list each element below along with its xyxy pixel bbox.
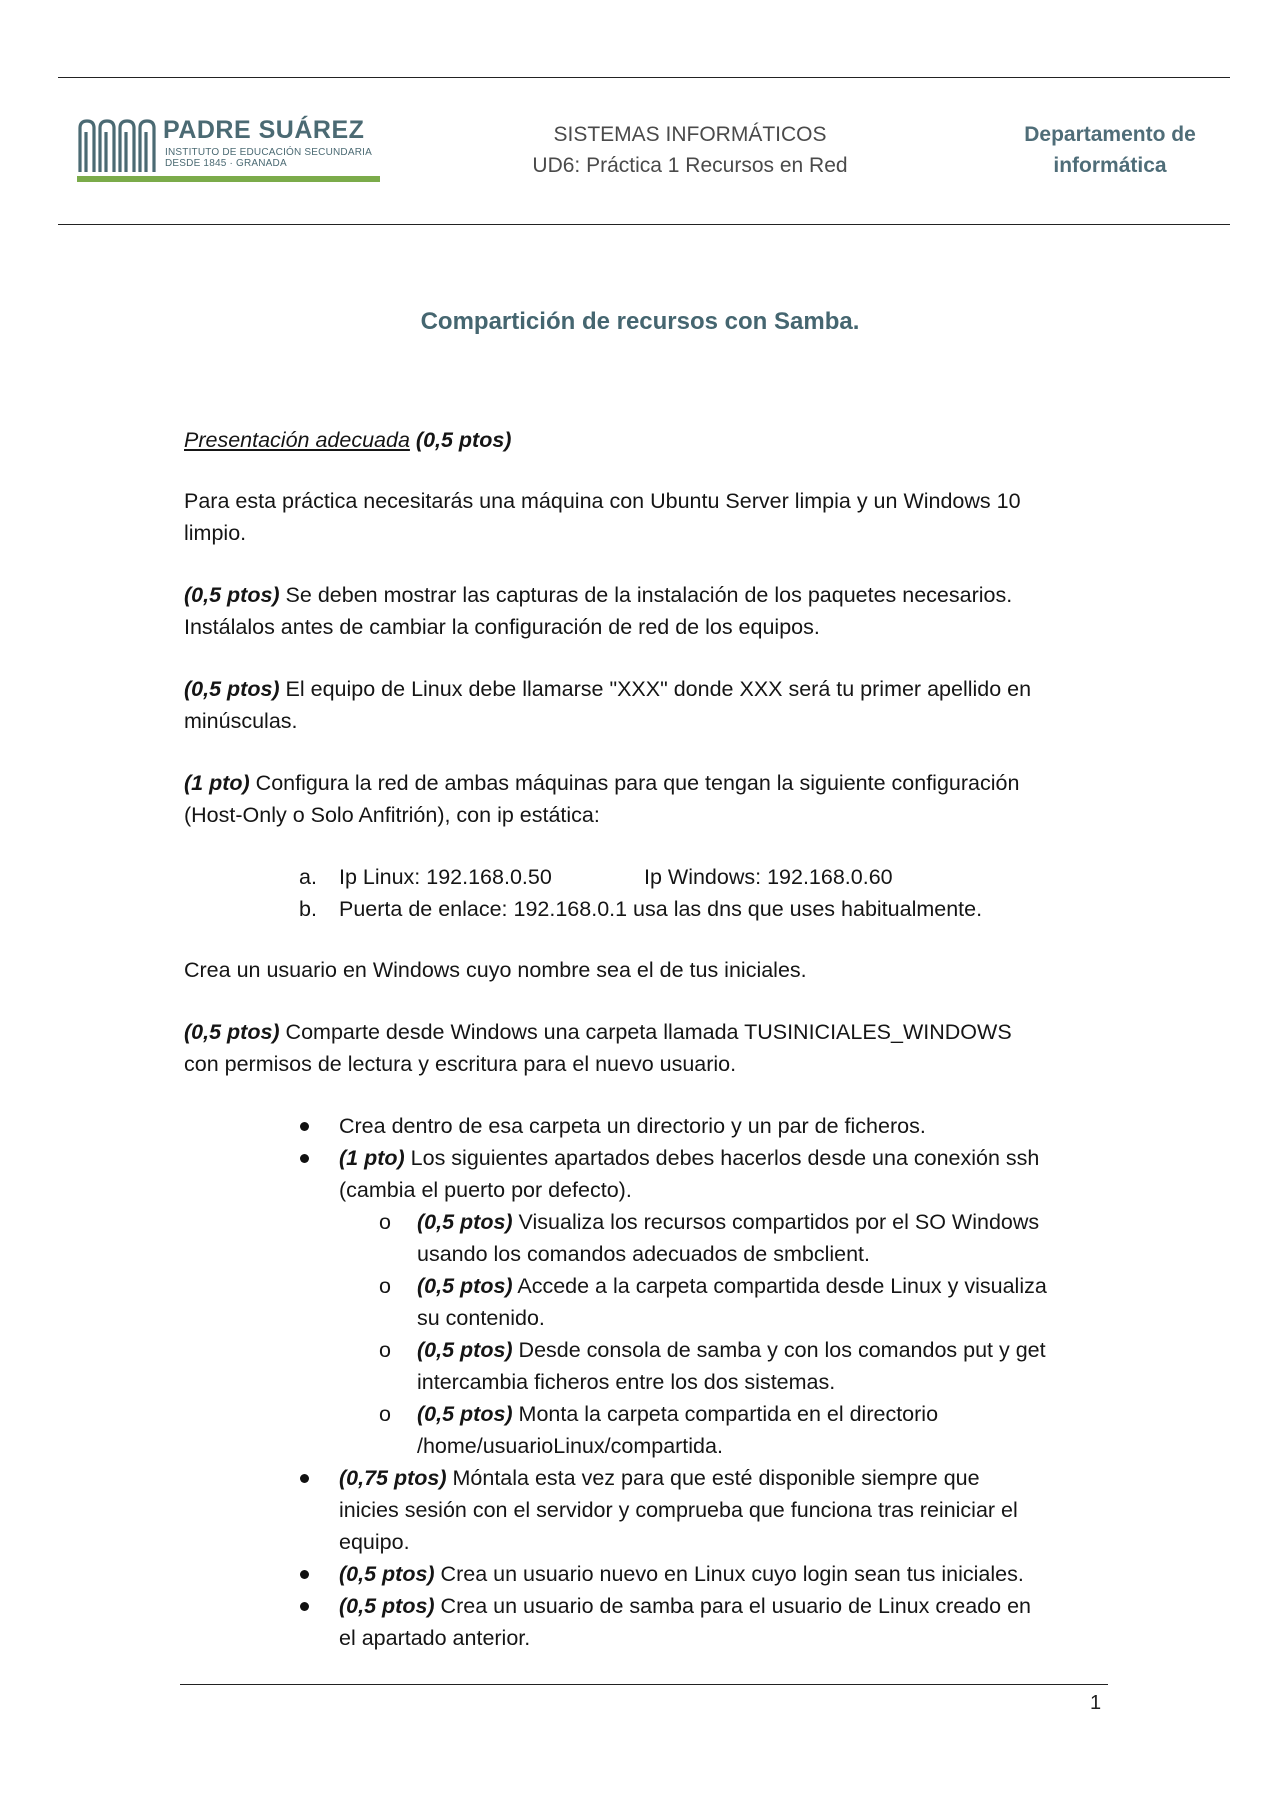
sub-marker-4: o <box>379 1402 391 1426</box>
packages-text-1: Se deben mostrar las capturas de la instalación de los paquetes necesarios. <box>279 583 1013 607</box>
header-subject: SISTEMAS INFORMÁTICOS <box>553 123 827 146</box>
logo-subtitle-2: DESDE 1845 · GRANADA <box>165 158 287 169</box>
presentation-line <box>184 424 511 456</box>
document-title: Compartición de recursos con Samba. <box>420 308 860 335</box>
header-unit: UD6: Práctica 1 Recursos en Red <box>532 154 848 177</box>
task-samba-user-text-1: Crea un usuario de samba para el usuario de Linux creado en <box>434 1594 1031 1618</box>
subtask-mount-line-1 <box>417 1398 938 1430</box>
bullet-icon <box>300 1570 309 1579</box>
hostname-points: (0,5 ptos) <box>184 677 280 701</box>
task-automount-line-1 <box>339 1462 980 1494</box>
task-samba-user-points: (0,5 ptos) <box>339 1594 435 1618</box>
network-line-2: (Host-Only o Solo Anfitrión), con ip estática: <box>184 803 600 827</box>
network-points: (1 pto) <box>184 771 250 795</box>
subtask-smbclient-text-1: Visualiza los recursos compartidos por el SO Windows <box>512 1210 1040 1234</box>
task-ssh-line-1 <box>339 1142 1039 1174</box>
intro-line-1: Para esta práctica necesitarás una máquina con Ubuntu Server limpia y un Windows 10 <box>184 489 1021 513</box>
subtask-access-text-1: Accede a la carpeta compartida desde Linux y visualiza <box>512 1274 1047 1298</box>
share-points: (0,5 ptos) <box>184 1020 280 1044</box>
subtask-putget-points: (0,5 ptos) <box>417 1338 513 1362</box>
subtask-access-line-2: su contenido. <box>417 1306 545 1330</box>
header-department-1: Departamento de <box>1024 123 1196 146</box>
network-item-windows-ip: Ip Windows: 192.168.0.60 <box>644 865 893 889</box>
packages-line-2: Instálalos antes de cambiar la configuración de red de los equipos. <box>184 615 820 639</box>
packages-points: (0,5 ptos) <box>184 583 280 607</box>
page-number: 1 <box>1090 1692 1102 1714</box>
share-line-2: con permisos de lectura y escritura para el nuevo usuario. <box>184 1052 737 1076</box>
task-samba-user-line-2: el apartado anterior. <box>339 1626 531 1650</box>
hostname-text-1: El equipo de Linux debe llamarse "XXX" donde XXX será tu primer apellido en <box>279 677 1032 701</box>
task-ssh-points: (1 pto) <box>339 1146 405 1170</box>
subtask-mount-points: (0,5 ptos) <box>417 1402 513 1426</box>
task-linux-user-text: Crea un usuario nuevo en Linux cuyo login sean tus iniciales. <box>434 1562 1024 1586</box>
task-automount-line-2: inicies sesión con el servidor y comprueba que funciona tras reiniciar el <box>339 1498 1018 1522</box>
subtask-access-points: (0,5 ptos) <box>417 1274 513 1298</box>
sub-marker-1: o <box>379 1210 391 1234</box>
presentation-points: (0,5 ptos) <box>415 428 512 452</box>
network-item-gateway: Puerta de enlace: 192.168.0.1 usa las dns que uses habitualmente. <box>339 897 983 921</box>
subtask-smbclient-line-2: usando los comandos adecuados de smbclient. <box>417 1242 870 1266</box>
task-linux-user-points: (0,5 ptos) <box>339 1562 435 1586</box>
share-line-1 <box>184 1016 1012 1048</box>
footer-rule <box>180 1684 1108 1685</box>
intro-line-2: limpio. <box>184 521 247 545</box>
task-ssh-text-1: Los siguientes apartados debes hacerlos desde una conexión ssh <box>404 1146 1040 1170</box>
bullet-icon <box>300 1602 309 1611</box>
logo-subtitle-1: INSTITUTO DE EDUCACIÓN SECUNDARIA <box>165 147 372 158</box>
list-marker-a: a. <box>299 865 317 889</box>
presentation-label: Presentación adecuada <box>184 428 410 452</box>
header-department-2: informática <box>1053 154 1167 177</box>
subtask-access-line-1 <box>417 1270 1047 1302</box>
task-automount-points: (0,75 ptos) <box>339 1466 447 1490</box>
windows-user-line: Crea un usuario en Windows cuyo nombre sea el de tus iniciales. <box>184 958 807 982</box>
task-samba-user-line-1 <box>339 1590 1031 1622</box>
sub-marker-2: o <box>379 1274 391 1298</box>
school-logo <box>77 114 382 184</box>
task-create-files: Crea dentro de esa carpeta un directorio y un par de ficheros. <box>339 1114 926 1138</box>
subtask-smbclient-line-1 <box>417 1206 1039 1238</box>
hostname-line-1 <box>184 673 1031 705</box>
subtask-mount-text-1: Monta la carpeta compartida en el directorio <box>512 1402 939 1426</box>
columns-logo-icon <box>77 118 157 174</box>
bullet-icon <box>300 1122 309 1131</box>
logo-accent-bar <box>77 176 380 182</box>
list-marker-b: b. <box>299 897 317 921</box>
task-automount-text-1: Móntala esta vez para que esté disponible siempre que <box>446 1466 980 1490</box>
task-ssh-line-2: (cambia el puerto por defecto). <box>339 1178 632 1202</box>
bullet-icon <box>300 1154 309 1163</box>
subtask-putget-line-2: intercambia ficheros entre los dos sistemas. <box>417 1370 836 1394</box>
task-linux-user-line <box>339 1558 1024 1590</box>
network-text-1: Configura la red de ambas máquinas para que tengan la siguiente configuración <box>249 771 1020 795</box>
share-text-1: Comparte desde Windows una carpeta llamada TUSINICIALES_WINDOWS <box>279 1020 1012 1044</box>
network-line-1 <box>184 767 1019 799</box>
subtask-smbclient-points: (0,5 ptos) <box>417 1210 513 1234</box>
packages-line-1 <box>184 579 1012 611</box>
sub-marker-3: o <box>379 1338 391 1362</box>
subtask-putget-line-1 <box>417 1334 1046 1366</box>
header-bottom-rule <box>58 224 1230 225</box>
network-item-linux-ip: Ip Linux: 192.168.0.50 <box>339 865 552 889</box>
subtask-putget-text-1: Desde consola de samba y con los comandos put y get <box>512 1338 1046 1362</box>
task-automount-line-3: equipo. <box>339 1530 410 1554</box>
logo-school-name: PADRE SUÁREZ <box>163 116 365 144</box>
header-top-rule <box>58 77 1230 78</box>
bullet-icon <box>300 1474 309 1483</box>
hostname-line-2: minúsculas. <box>184 709 298 733</box>
subtask-mount-line-2: /home/usuarioLinux/compartida. <box>417 1434 723 1458</box>
